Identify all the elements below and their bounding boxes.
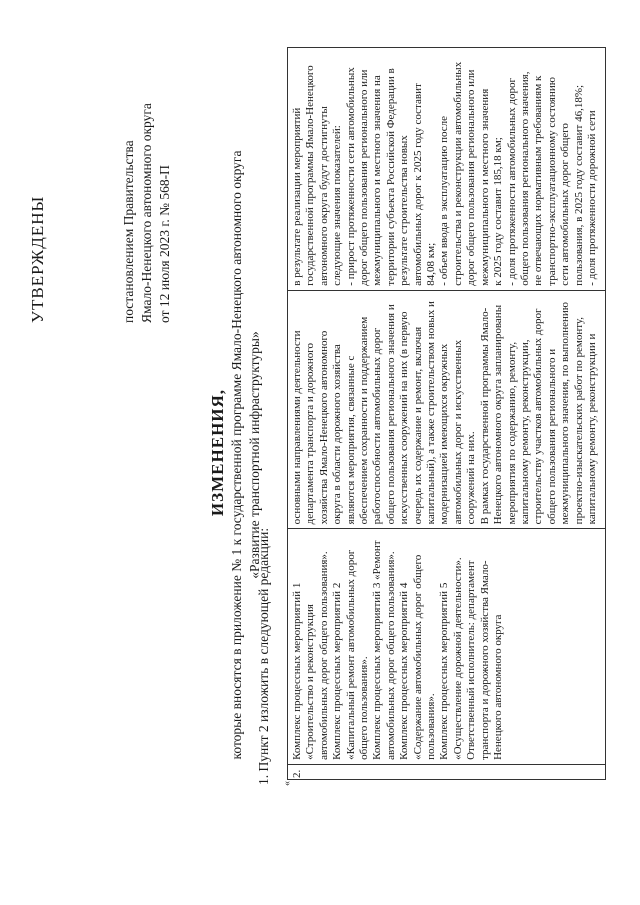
cell-line: обеспечением сохранности и поддержанием [358, 316, 371, 525]
cell-line: межмуниципального значения, по выполнению [559, 301, 572, 525]
document-title: ИЗМЕНЕНИЯ, [208, 388, 227, 517]
cell-line: округа в области дорожного хозяйства [331, 344, 344, 525]
program-cell [288, 529, 606, 765]
subtitle-line-1: которые вносятся в приложение № 1 к государственной программе Ямало-Ненецкого автономного округа [229, 150, 244, 760]
cell-line: автономного округа будут достигнуты [317, 106, 330, 286]
cell-line: - прирост протяженности сети автомобильных [344, 67, 357, 286]
table-row [288, 48, 606, 780]
cell-line: 84,08 км; [425, 242, 438, 286]
cell-line: автомобильных дорог и искусственных [451, 339, 464, 525]
cell-line: автомобильных дорог к 2025 году составит [411, 83, 424, 286]
approval-line-2: Ямало-Ненецкого автономного округа [139, 103, 154, 323]
cell-line: автомобильных дорог общего пользования». [384, 551, 397, 760]
lead-paragraph: 1. Пункт 2 изложить в следующей редакции: [256, 527, 271, 785]
cell-line: пользования, в 2025 году составит 46,18%; [572, 84, 585, 286]
cell-line: являются мероприятия, связанные с [344, 355, 357, 525]
approval-line-1: постановлением Правительства [121, 140, 136, 323]
cell-line: «Капитальный ремонт автомобильных дорог [344, 549, 357, 760]
cell-line: капитальный), а также строительством новых и [425, 301, 438, 525]
cell-line: Комплекс процессных мероприятий 3 «Ремонт [371, 540, 384, 760]
cell-line: «Строительство и реконструкция [304, 604, 317, 760]
cell-line: пользования». [425, 693, 438, 760]
cell-line: автомобильных дорог общего пользования». [317, 551, 330, 760]
cell-line: Комплекс процессных мероприятий 1 [291, 582, 303, 760]
quote-marker: « [282, 781, 293, 786]
cell-line: Комплекс процессных мероприятий 5 [438, 582, 451, 760]
cell-line: дорог общего пользования регионального или [358, 69, 371, 286]
cell-line: департамента транспорта и дорожного [304, 342, 317, 525]
cell-line: транспорта и дорожного хозяйства Ямало- [478, 560, 491, 760]
cell-line: транспортно-эксплуатационному состоянию [545, 77, 558, 286]
cell-line: общего пользования регионального значения, [518, 71, 531, 286]
cell-line: не отвечающих нормативным требованиям к [532, 75, 545, 286]
description-cell [288, 290, 606, 529]
cell-line: в результате реализации мероприятий [291, 107, 303, 286]
cell-line: «Содержание автомобильных дорог общего [411, 554, 424, 760]
cell-line: дорог общего пользования регионального или [465, 69, 478, 286]
subtitle-line-2: «Развитие транспортной инфраструктуры» [247, 331, 262, 579]
cell-line: - объем ввода в эксплуатацию после [438, 116, 451, 286]
cell-line: основными направлениями деятельности [291, 330, 303, 525]
cell-line: результате строительства новых [398, 135, 411, 286]
cell-line: Ответственный исполнитель: департамент [465, 560, 478, 760]
cell-line: межмуниципального и местного значения на [371, 75, 384, 286]
cell-line: Комплекс процессных мероприятий 4 [398, 582, 411, 760]
cell-line: общего пользования». [358, 656, 371, 760]
row-number-cell [288, 764, 606, 779]
cell-line: строительству участков автомобильных дорог [532, 308, 545, 525]
cell-line: сооружений на них. [465, 431, 478, 525]
cell-line: строительства и реконструкции автомобильных [451, 61, 464, 286]
cell-line: Комплекс процессных мероприятий 2 [331, 582, 344, 760]
cell-line: следующие значения показателей: [331, 125, 344, 286]
cell-line: модернизацией имеющихся окружных [438, 343, 451, 525]
cell-line: работоспособности автомобильных дорог [371, 327, 384, 525]
cell-line: проектно-изыскательских работ по ремонту, [572, 316, 585, 525]
results-text [291, 52, 596, 286]
cell-line: «Осуществление дорожной деятельности». [451, 557, 464, 760]
cell-line: хозяйства Ямало-Ненецкого автономного [317, 330, 330, 525]
row-number: 2. [291, 769, 303, 778]
description-text [291, 295, 596, 525]
cell-line: капитальному ремонту, реконструкции и [585, 333, 598, 525]
cell-line: - доля протяженности дорожной сети [585, 110, 598, 286]
cell-line: общего пользования регионального значения и [384, 304, 397, 525]
cell-line: к 2025 году составит 185,18 км; [492, 137, 505, 286]
cell-line: - доля протяженности автомобильных дорог [505, 78, 518, 286]
cell-line: межмуниципального и местного значения [478, 88, 491, 286]
cell-line: очередь их содержание и ремонт, включая [411, 326, 424, 525]
cell-line: государственной программы Ямало-Ненецкого [304, 65, 317, 286]
cell-line: общего пользования регионального и [545, 348, 558, 525]
cell-line: искусственных сооружений на них (в первую [398, 311, 411, 525]
cell-line: капитальному ремонту, реконструкции, [518, 339, 531, 525]
program-text [291, 533, 596, 760]
cell-line: В рамках государственной программы Ямало- [478, 307, 491, 525]
cell-line: территории субъекта Российской Федерации в [384, 68, 397, 286]
cell-line: сети автомобильных дорог общего [559, 123, 572, 286]
changes-table [287, 47, 606, 780]
approval-heading: УТВЕРЖДЕНЫ [28, 195, 47, 323]
cell-line: Ненецкого автономного округа запланированы [492, 304, 505, 525]
results-cell [288, 48, 606, 291]
cell-line: мероприятия по содержанию, ремонту, [505, 341, 518, 525]
cell-line: Ненецкого автономного округа [492, 614, 505, 760]
approval-line-3: от 12 июля 2023 г. № 568-П [157, 165, 172, 323]
